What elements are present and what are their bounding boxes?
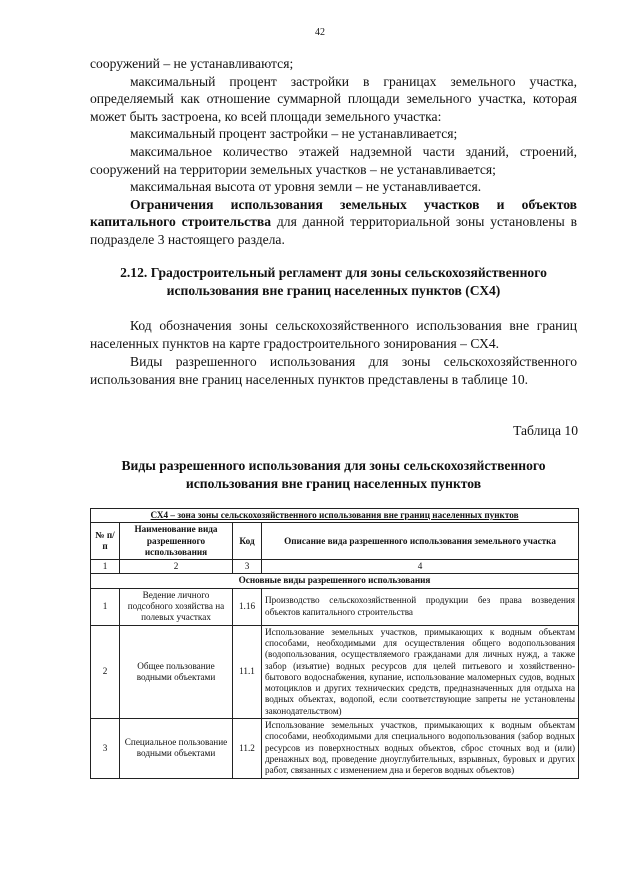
row-description: Использование земельных участков, примыкающих к водным объектам способами, необходимыми для осуществления общего водопользования (водопользования, осуществляемого гражданами для личных нужд, а также забор (изъятие) водных ресурсов для целей питьевого и хозяйственно-бытового водоснабжения, купание, использование маломерных судов, водных мотоциклов и других технических средств, предназначенных для отдыха на водных объектах, водопой, если соответствующие запреты не установлены законодательством) bbox=[262, 625, 579, 718]
section-heading: 2.12. Градостроительный регламент для зоны сельскохозяйственного использования вне границ населенных пунктов (СХ4) bbox=[120, 265, 547, 298]
row-name: Общее пользование водными объектами bbox=[120, 625, 233, 718]
col-number: 4 bbox=[262, 560, 579, 574]
section-row bbox=[91, 574, 579, 588]
col-number: 3 bbox=[233, 560, 262, 574]
table-row bbox=[91, 719, 579, 778]
row-code: 1.16 bbox=[233, 588, 262, 625]
table-row bbox=[91, 588, 579, 625]
text-paragraph: максимальное количество этажей надземной части зданий, строений, сооружений на территории земельных участков – не устанавливается; bbox=[90, 143, 577, 177]
restrictions-rest: для данной территориальной зоны установлены в подразделе 3 настоящего раздела. bbox=[90, 214, 577, 247]
row-num: 3 bbox=[91, 719, 120, 778]
row-description: Производство сельскохозяйственной продукции без права возведения объектов капитального строительства bbox=[262, 588, 579, 625]
row-name: Ведение личного подсобного хозяйства на полевых участках bbox=[120, 588, 233, 625]
col-header-name: Наименование вида разрешенного использования bbox=[120, 523, 233, 560]
restrictions-bold: Ограничения использования земельных участков и объектов капитального строительства bbox=[90, 196, 577, 230]
page-number: 42 bbox=[315, 27, 325, 38]
col-number: 1 bbox=[91, 560, 120, 574]
col-number: 2 bbox=[120, 560, 233, 574]
row-code: 11.2 bbox=[233, 719, 262, 778]
row-name: Специальное пользование водными объектами bbox=[120, 719, 233, 778]
table-title: Виды разрешенного использования для зоны сельскохозяйственного использования вне границ населенных пунктов bbox=[121, 458, 546, 491]
column-header-row bbox=[91, 523, 579, 560]
intro-block bbox=[90, 317, 577, 389]
regulation-table bbox=[90, 508, 579, 779]
column-number-row bbox=[91, 560, 579, 574]
row-num: 2 bbox=[91, 625, 120, 718]
text-paragraph: максимальный процент застройки в границах земельного участка, определяемый как отношение суммарной площади земельного участка, которая может быть застроена, ко всей площади земельного участка: bbox=[90, 73, 577, 124]
top-text-block bbox=[90, 55, 577, 249]
zone-header: СХ4 – зона зоны сельскохозяйственного использования вне границ населенных пунктов bbox=[91, 509, 579, 523]
restrictions-paragraph bbox=[90, 196, 577, 249]
section-label: Основные виды разрешенного использования bbox=[91, 574, 579, 588]
table-row bbox=[91, 625, 579, 718]
text-paragraph: максимальная высота от уровня земли – не устанавливается. bbox=[130, 179, 482, 195]
text-line: сооружений – не устанавливаются; bbox=[90, 56, 294, 71]
text-paragraph: Код обозначения зоны сельскохозяйственного использования вне границ населенных пунктов на карте градостроительного зонирования – СХ4. bbox=[90, 318, 577, 351]
row-code: 11.1 bbox=[233, 625, 262, 718]
text-paragraph: Виды разрешенного использования для зоны сельскохозяйственного использования вне границ населенных пунктов представлены в таблице 10. bbox=[90, 354, 577, 387]
text-paragraph: максимальный процент застройки – не устанавливается; bbox=[130, 126, 458, 142]
col-header-description: Описание вида разрешенного использования земельного участка bbox=[262, 523, 579, 560]
row-description: Использование земельных участков, примыкающих к водным объектам способами, необходимыми для специального водопользования (забор водных ресурсов из поверхностных водных объектов, сброс сточных вод и (или) дренажных вод, проведение дноуглубительных, взрывных, буровых и других работ, связанных с изменением дна и берегов водных объектов) bbox=[262, 719, 579, 778]
row-num: 1 bbox=[91, 588, 120, 625]
col-header-num: № п/п bbox=[91, 523, 120, 560]
zone-header-row bbox=[91, 509, 579, 523]
table-label: Таблица 10 bbox=[513, 423, 578, 438]
col-header-code: Код bbox=[233, 523, 262, 560]
